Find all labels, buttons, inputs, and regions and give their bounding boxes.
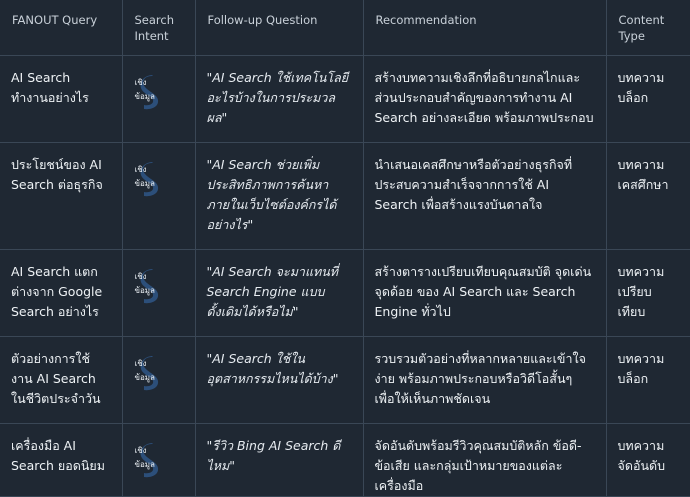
- intent-badge: [135, 70, 167, 116]
- cell-query: AI Search ทำงานอย่างไร: [0, 55, 122, 142]
- cell-intent: [122, 423, 195, 496]
- header-fanout-query: FANOUT Query: [0, 0, 122, 55]
- cell-intent: [122, 55, 195, 142]
- cell-recommendation: นำเสนอเคสศึกษาหรือตัวอย่างธุรกิจที่ประสบความสำเร็จจากการใช้ AI Search เพื่อสร้างแรงบันดาลใจ: [363, 142, 606, 249]
- cell-query: AI Search แตกต่างจาก Google Search อย่างไร: [0, 249, 122, 336]
- intent-badge: [135, 264, 167, 310]
- table-row: [0, 336, 690, 423]
- cell-recommendation: จัดอันดับพร้อมรีวิวคุณสมบัติหลัก ข้อดี-ข้อเสีย และกลุ่มเป้าหมายของแต่ละเครื่องมือ: [363, 423, 606, 496]
- table-row: [0, 249, 690, 336]
- intent-badge: [135, 438, 167, 484]
- cell-followup: "AI Search จะมาแทนที่ Search Engine แบบดั้งเดิมได้หรือไม่": [195, 249, 363, 336]
- header-search-intent: Search Intent: [122, 0, 195, 55]
- cell-content-type: บทความเปรียบเทียบ: [606, 249, 690, 336]
- cell-query: ประโยชน์ของ AI Search ต่อธุรกิจ: [0, 142, 122, 249]
- cell-recommendation: สร้างบทความเชิงลึกที่อธิบายกลไกและส่วนประกอบสำคัญของการทำงาน AI Search อย่างละเอียด พร้อมภาพประกอบ: [363, 55, 606, 142]
- intent-badge: [135, 157, 167, 203]
- cell-intent: [122, 249, 195, 336]
- intent-badge: [135, 351, 167, 397]
- intent-label: เชิง ข้อมูล: [134, 445, 155, 469]
- intent-label: เชิง ข้อมูล: [134, 77, 155, 101]
- cell-content-type: บทความเคสศึกษา: [606, 142, 690, 249]
- table-row: [0, 142, 690, 249]
- header-content-type: Content Type: [606, 0, 690, 55]
- cell-followup: "AI Search ใช้ในอุตสาหกรรมไหนได้บ้าง": [195, 336, 363, 423]
- header-follow-up-question: Follow-up Question: [195, 0, 363, 55]
- cell-query: เครื่องมือ AI Search ยอดนิยม: [0, 423, 122, 496]
- intent-label: เชิง ข้อมูล: [134, 271, 155, 295]
- cell-content-type: บทความบล็อก: [606, 55, 690, 142]
- cell-intent: [122, 336, 195, 423]
- cell-query: ตัวอย่างการใช้งาน AI Search ในชีวิตประจำวัน: [0, 336, 122, 423]
- table-row: [0, 55, 690, 142]
- table-header-row: [0, 0, 690, 55]
- cell-content-type: บทความบล็อก: [606, 336, 690, 423]
- intent-label: เชิง ข้อมูล: [134, 358, 155, 382]
- table-row: [0, 423, 690, 496]
- header-recommendation: Recommendation: [363, 0, 606, 55]
- cell-followup: "AI Search ช่วยเพิ่มประสิทธิภาพการค้นหาภายในเว็บไซต์องค์กรได้อย่างไร": [195, 142, 363, 249]
- cell-recommendation: สร้างตารางเปรียบเทียบคุณสมบัติ จุดเด่น จุดด้อย ของ AI Search และ Search Engine ทั่วไป: [363, 249, 606, 336]
- intent-label: เชิง ข้อมูล: [134, 164, 155, 188]
- cell-content-type: บทความจัดอันดับ: [606, 423, 690, 496]
- cell-recommendation: รวบรวมตัวอย่างที่หลากหลายและเข้าใจง่าย พร้อมภาพประกอบหรือวิดีโอสั้นๆ เพื่อให้เห็นภาพชัดเจน: [363, 336, 606, 423]
- cell-followup: "AI Search ใช้เทคโนโลยีอะไรบ้างในการประมวลผล": [195, 55, 363, 142]
- cell-intent: [122, 142, 195, 249]
- cell-followup: "รีวิว Bing AI Search ดีไหม": [195, 423, 363, 496]
